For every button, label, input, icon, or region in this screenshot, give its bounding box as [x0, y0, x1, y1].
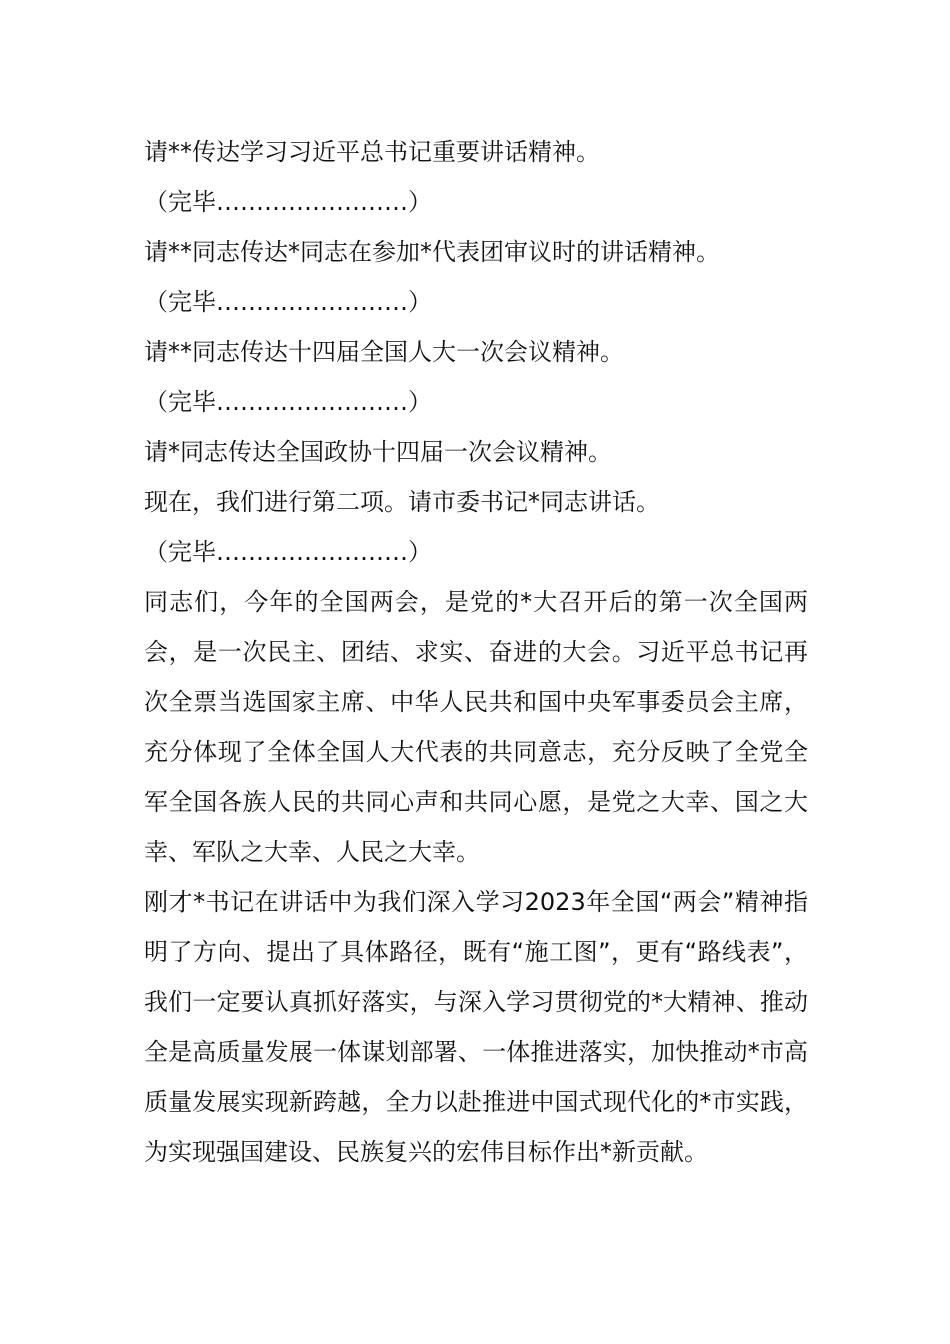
paragraph: 刚才*书记在讲话中为我们深入学习2023年全国“两会”精神指明了方向、提出了具体路径，既有“施工图”，更有“路线表”，我们一定要认真抓好落实，与深入学习贯彻党的*大精神、推动全是高质量发展一体谋划部署、一体推进落实，加快推动*市高质量发展实现新跨越，全力以赴推进中国式现代化的*市实践，为实现强国建设、民族复兴的宏伟目标作出*新贡献。: [144, 888, 808, 1166]
completion-note: （完毕……………………）: [144, 188, 432, 216]
completion-note: （完毕……………………）: [144, 538, 432, 566]
paragraph: 同志们，今年的全国两会，是党的*大召开后的第一次全国两会，是一次民主、团结、求实、奋进的大会。习近平总书记再次全票当选国家主席、中华人民共和国中央军事委员会主席，充分体现了全体全国人大代表的共同意志，充分反映了全党全军全国各族人民的共同心声和共同心愿，是党之大幸、国之大幸、军队之大幸、人民之大幸。: [144, 588, 808, 866]
text-line: 请**传达学习习近平总书记重要讲话精神。: [144, 138, 600, 166]
text-line: 请**同志传达*同志在参加*代表团审议时的讲话精神。: [144, 238, 720, 266]
text-line: 现在，我们进行第二项。请市委书记*同志讲话。: [144, 488, 660, 516]
text-line: 请**同志传达十四届全国人大一次会议精神。: [144, 338, 624, 366]
text-line: 请*同志传达全国政协十四届一次会议精神。: [144, 438, 612, 466]
completion-note: （完毕……………………）: [144, 388, 432, 416]
document-body: [144, 127, 808, 1177]
completion-note: （完毕……………………）: [144, 288, 432, 316]
